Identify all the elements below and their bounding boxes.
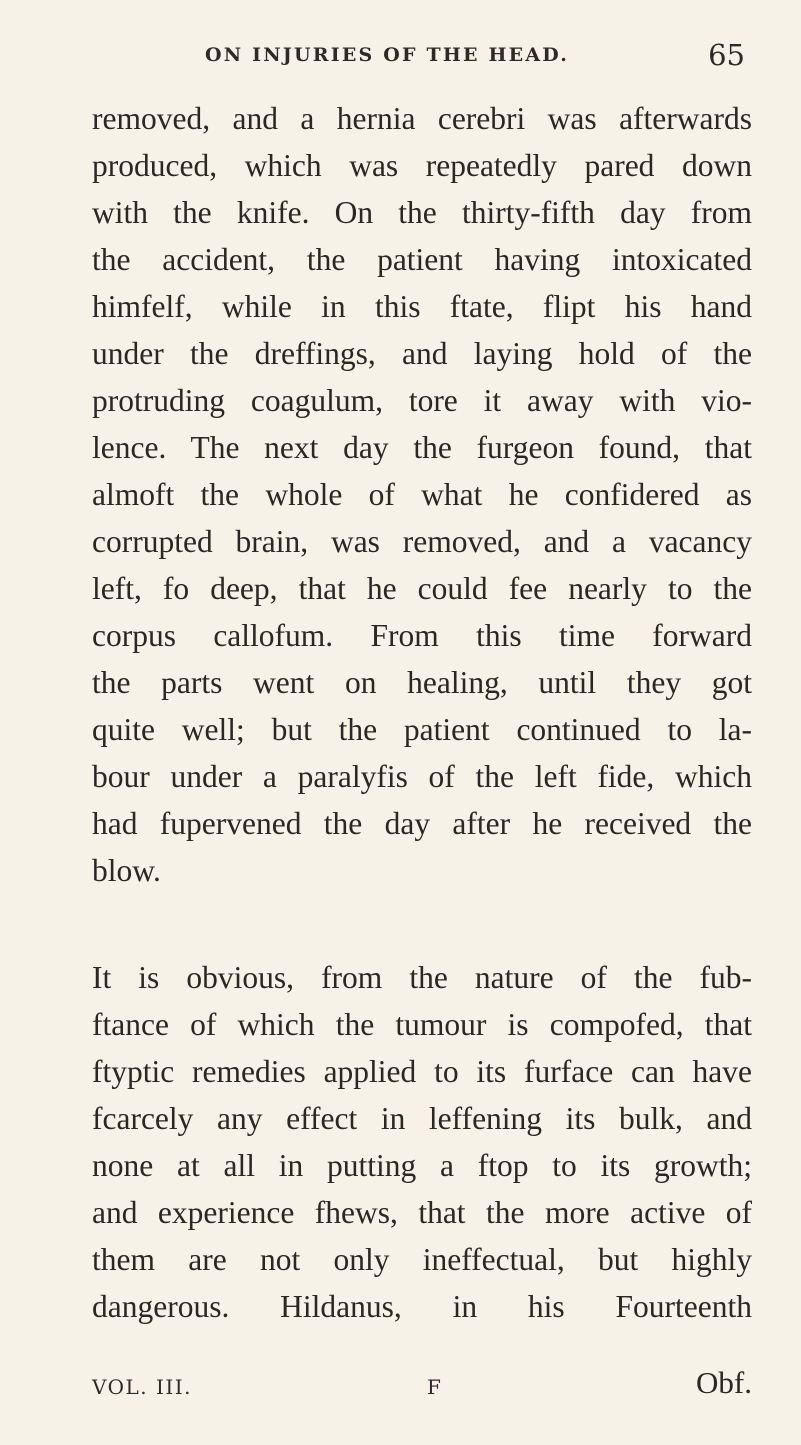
- text-line: protruding coagulum, tore it away with vio-: [92, 383, 752, 418]
- text-line: corrupted brain, was removed, and a vacancy: [92, 524, 752, 559]
- page-number: 65: [708, 38, 745, 72]
- text-line: ftance of which the tumour is compofed, that: [92, 1007, 752, 1042]
- paragraph-spacer: [92, 894, 752, 954]
- text-line: had fupervened the day after he received the: [92, 806, 752, 841]
- text-line: blow.: [92, 853, 161, 888]
- paragraph-1: [92, 95, 752, 894]
- text-line: them are not only ineffectual, but highly: [92, 1242, 752, 1277]
- text-line: quite well; but the patient continued to la-: [92, 712, 752, 747]
- text-line: with the knife. On the thirty-fifth day from: [92, 195, 752, 230]
- text-line: produced, which was repeatedly pared down: [92, 148, 752, 183]
- catchword: Obf.: [696, 1365, 752, 1400]
- text-line: lence. The next day the furgeon found, that: [92, 430, 752, 465]
- page-footer: [92, 1363, 752, 1413]
- text-line: the accident, the patient having intoxicated: [92, 242, 752, 277]
- text-line: fcarcely any effect in leffening its bulk, and: [92, 1101, 752, 1136]
- text-line: It is obvious, from the nature of the fub-: [92, 960, 752, 995]
- text-line: dangerous. Hildanus, in his Fourteenth: [92, 1289, 752, 1324]
- body-text: [92, 95, 752, 1330]
- running-title: ON INJURIES OF THE HEAD.: [205, 44, 570, 66]
- text-line: none at all in putting a ftop to its growth;: [92, 1148, 752, 1183]
- text-line: ftyptic remedies applied to its furface can have: [92, 1054, 752, 1089]
- text-line: left, fo deep, that he could fee nearly to the: [92, 571, 752, 606]
- text-line: and experience fhews, that the more active of: [92, 1195, 752, 1230]
- text-line: under the dreffings, and laying hold of the: [92, 336, 752, 371]
- paragraph-2: [92, 954, 752, 1330]
- volume-label: VOL. III.: [92, 1375, 193, 1399]
- text-line: removed, and a hernia cerebri was afterwards: [92, 101, 752, 136]
- signature-mark: F: [427, 1375, 441, 1399]
- text-line: bour under a paralyfis of the left fide, which: [92, 759, 752, 794]
- text-line: corpus callofum. From this time forward: [92, 618, 752, 653]
- text-line: almoft the whole of what he confidered as: [92, 477, 752, 512]
- running-head: [205, 38, 745, 78]
- text-line: himfelf, while in this ftate, flipt his hand: [92, 289, 752, 324]
- text-line: the parts went on healing, until they got: [92, 665, 752, 700]
